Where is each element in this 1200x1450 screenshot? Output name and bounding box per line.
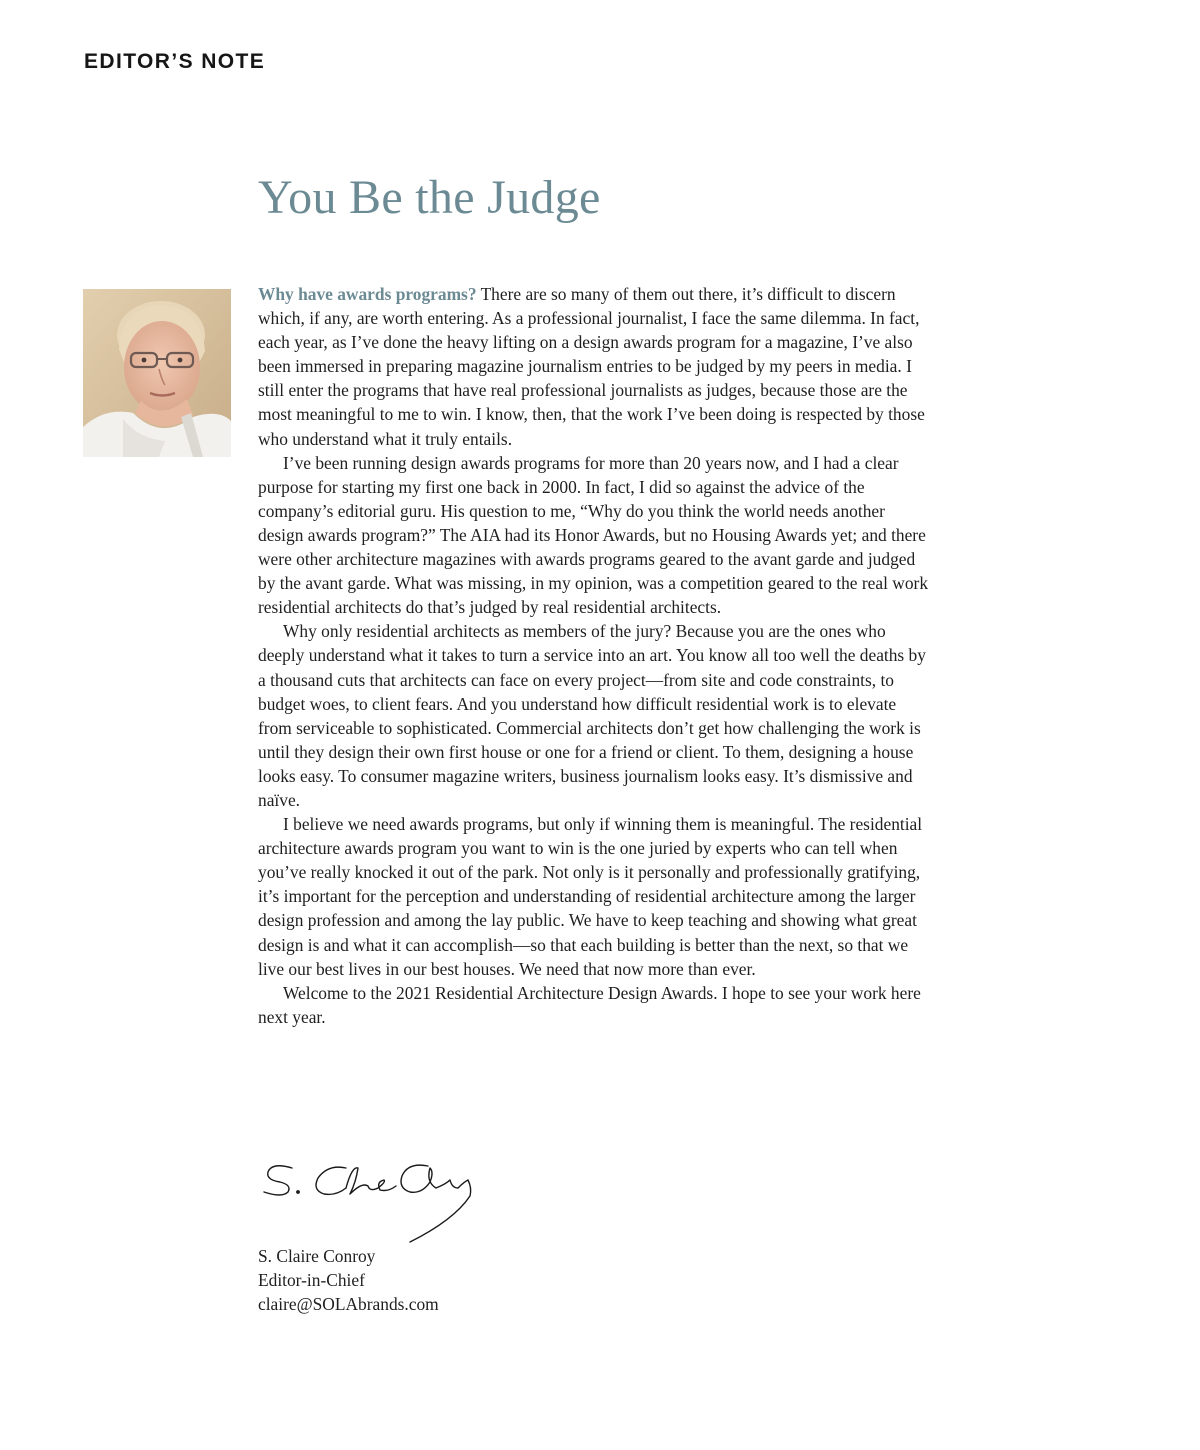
author-signature xyxy=(258,1152,488,1248)
article-paragraph: Why only residential architects as members of the jury? Because you are the ones who deeply understand what it takes to turn a service into an art. You know all too well the deaths by a thousand cuts that architects can face on every project—from site and code constraints, to budget woes, to client fears. And you understand how difficult residential work is to elevate from serviceable to sophisticated. Commercial architects don’t get how challenging the work is until they design their own first house or one for a friend or client. To them, designing a house looks easy. To consumer magazine writers, business journalism looks easy. It’s dismissive and naïve. xyxy=(258,621,926,810)
article-paragraph xyxy=(258,282,934,451)
author-name: S. Claire Conroy xyxy=(258,1246,376,1266)
section-label: EDITOR’S NOTE xyxy=(84,50,266,73)
paragraph-text: There are so many of them out there, it’s difficult to discern which, if any, are worth entering. As a professional journalist, I face the same dilemma. In fact, each year, as I’ve done the heavy lifting on a design awards program for a magazine, I’ve also been immersed in preparing magazine journalism entries to be judged by my peers in media. I still enter the programs that have real professional journalists as judges, because those are the most meaningful to me to win. I know, then, that the work I’ve been doing is respected by those who understand what it truly entails. xyxy=(258,284,925,449)
article-paragraph: I’ve been running design awards programs for more than 20 years now, and I had a clear purpose for starting my first one back in 2000. In fact, I did so against the advice of the company’s editorial guru. His question to me, “Why do you think the world needs another design awards program?” The AIA had its Honor Awards, but no Housing Awards yet; and there were other architecture magazines with awards programs geared to the avant garde and judged by the avant garde. What was missing, in my opinion, was a competition geared to the real work residential architects do that’s judged by real residential architects. xyxy=(258,452,929,618)
article-paragraph: I believe we need awards programs, but only if winning them is meaningful. The residential architecture awards program you want to win is the one juried by experts who can tell when you’ve really knocked it out of the park. Not only is it personally and professionally gratifying, it’s important for the perception and understanding of residential architecture among the larger design profession and among the lay public. We have to keep teaching and showing what great design is and what it can accomplish—so that each building is better than the next, so that we live our best lives in our best houses. We need that now more than ever. xyxy=(258,814,923,979)
author-email[interactable]: claire@SOLAbrands.com xyxy=(258,1294,439,1315)
article-title: You Be the Judge xyxy=(258,171,601,224)
article-paragraph: Welcome to the 2021 Residential Architecture Design Awards. I hope to see your work here next year. xyxy=(258,982,921,1027)
author-signoff xyxy=(258,1244,439,1316)
author-portrait xyxy=(83,289,231,457)
article-body xyxy=(258,282,934,1029)
lead-in: Why have awards programs? xyxy=(258,284,477,304)
author-title: Editor-in-Chief xyxy=(258,1270,365,1291)
